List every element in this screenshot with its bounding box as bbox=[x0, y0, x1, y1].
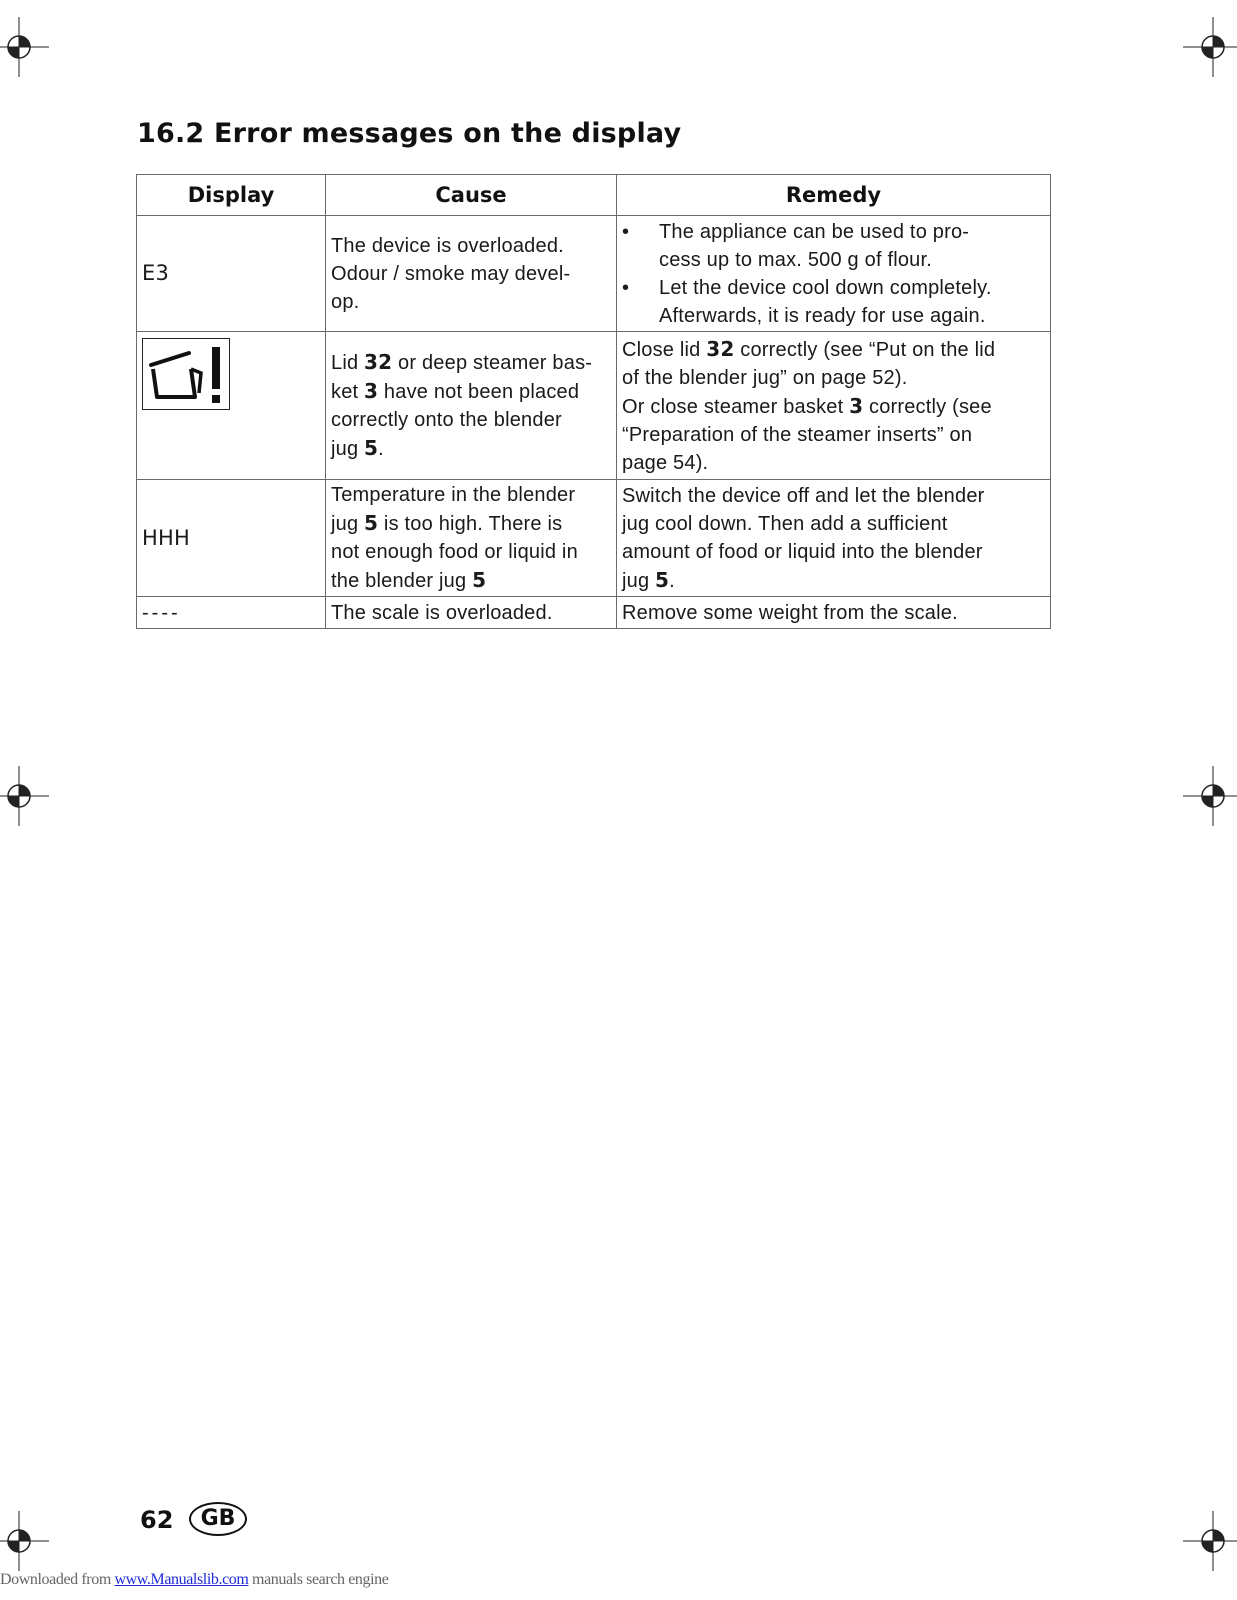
remedy-cell bbox=[617, 216, 1051, 332]
registration-mark-icon bbox=[0, 766, 49, 826]
header-remedy: Remedy bbox=[617, 175, 1051, 216]
part-number: 5 bbox=[364, 511, 379, 535]
display-cell bbox=[137, 332, 326, 480]
table-header-row bbox=[137, 175, 1051, 216]
cause-text: Lid bbox=[331, 352, 365, 374]
remedy-text: jug bbox=[622, 569, 656, 592]
remedy-text: Or close steamer basket bbox=[622, 395, 850, 418]
display-cell bbox=[137, 216, 326, 332]
cause-text: the blender jug bbox=[331, 570, 473, 592]
error-messages-table bbox=[136, 174, 1051, 629]
cause-line: Temperature in the blender bbox=[331, 484, 576, 506]
remedy-cell bbox=[617, 332, 1051, 480]
registration-mark-icon bbox=[1183, 766, 1237, 826]
display-code: E3 bbox=[142, 261, 170, 285]
remedy-cell: Remove some weight from the scale. bbox=[617, 597, 1051, 629]
remedy-line: of the blender jug” on page 52). bbox=[622, 366, 908, 389]
remedy-text: Close lid bbox=[622, 338, 707, 361]
cause-text: jug bbox=[331, 438, 365, 460]
country-badge: GB bbox=[189, 1502, 247, 1536]
cause-text: is too high. There is bbox=[378, 513, 563, 535]
bullet-icon: • bbox=[622, 220, 630, 243]
registration-mark-icon bbox=[0, 1511, 49, 1571]
part-number: 5 bbox=[472, 568, 487, 592]
part-number: 3 bbox=[364, 379, 379, 403]
table-row bbox=[137, 480, 1051, 597]
remedy-line bbox=[622, 566, 1045, 595]
cause-text: ket bbox=[331, 381, 365, 403]
cause-line: correctly onto the blender bbox=[331, 409, 562, 431]
remedy-line: cess up to max. 500 g of flour. bbox=[659, 248, 933, 271]
download-footer bbox=[0, 1571, 388, 1589]
remedy-bullet bbox=[622, 274, 1045, 330]
cause-line bbox=[331, 348, 611, 377]
part-number: 32 bbox=[364, 350, 393, 374]
remedy-line: amount of food or liquid into the blender bbox=[622, 540, 983, 563]
remedy-bullet bbox=[622, 218, 1045, 274]
cause-line: op. bbox=[331, 290, 360, 313]
display-code: ---- bbox=[142, 601, 181, 624]
cause-line bbox=[331, 377, 611, 406]
section-heading: 16.2 Error messages on the display bbox=[137, 118, 682, 149]
footer-suffix: manuals search engine bbox=[248, 1571, 389, 1588]
part-number: 32 bbox=[706, 336, 735, 361]
cause-text: have not been placed bbox=[378, 381, 580, 403]
part-number: 5 bbox=[655, 567, 670, 592]
display-code: HHH bbox=[142, 525, 190, 550]
header-display: Display bbox=[137, 175, 326, 216]
page-number: 62 bbox=[140, 1506, 174, 1534]
cause-line bbox=[331, 509, 611, 538]
part-number: 3 bbox=[849, 393, 864, 418]
header-cause: Cause bbox=[326, 175, 617, 216]
remedy-line: Afterwards, it is ready for use again. bbox=[659, 304, 986, 327]
cause-line: Odour / smoke may devel- bbox=[331, 262, 571, 285]
part-number: 5 bbox=[364, 436, 379, 460]
registration-mark-icon bbox=[0, 17, 49, 77]
remedy-cell bbox=[617, 480, 1051, 597]
table-row bbox=[137, 597, 1051, 629]
remedy-line bbox=[622, 335, 1045, 364]
cause-text: or deep steamer bas- bbox=[392, 352, 593, 374]
table-row bbox=[137, 216, 1051, 332]
remedy-text: . bbox=[669, 569, 675, 592]
cause-line bbox=[331, 434, 611, 463]
display-cell bbox=[137, 480, 326, 597]
cause-line bbox=[331, 566, 611, 595]
remedy-text: correctly (see “Put on the lid bbox=[734, 338, 996, 361]
remedy-line: page 54). bbox=[622, 451, 709, 474]
manualslib-link[interactable]: www.Manualslib.com bbox=[114, 1571, 249, 1588]
remedy-line: “Preparation of the steamer inserts” on bbox=[622, 423, 973, 446]
remedy-line bbox=[622, 392, 1045, 421]
cause-text: jug bbox=[331, 513, 365, 535]
display-cell bbox=[137, 597, 326, 629]
remedy-line: jug cool down. Then add a sufficient bbox=[622, 512, 948, 535]
remedy-text: correctly (see bbox=[863, 395, 992, 418]
cause-cell bbox=[326, 480, 617, 597]
footer-prefix: Downloaded from bbox=[0, 1571, 115, 1588]
cause-cell bbox=[326, 216, 617, 332]
remedy-line: Let the device cool down completely. bbox=[659, 276, 992, 299]
table-row bbox=[137, 332, 1051, 480]
cause-cell: The scale is overloaded. bbox=[326, 597, 617, 629]
remedy-line: The appliance can be used to pro- bbox=[659, 220, 970, 243]
remedy-line: Switch the device off and let the blender bbox=[622, 484, 985, 507]
registration-mark-icon bbox=[1183, 1511, 1237, 1571]
cause-cell bbox=[326, 332, 617, 480]
blender-jug-warning-icon bbox=[142, 338, 230, 410]
cause-line: not enough food or liquid in bbox=[331, 541, 578, 563]
cause-line: The device is overloaded. bbox=[331, 234, 564, 257]
bullet-icon: • bbox=[622, 276, 630, 299]
registration-mark-icon bbox=[1183, 17, 1237, 77]
cause-text: . bbox=[378, 438, 384, 460]
